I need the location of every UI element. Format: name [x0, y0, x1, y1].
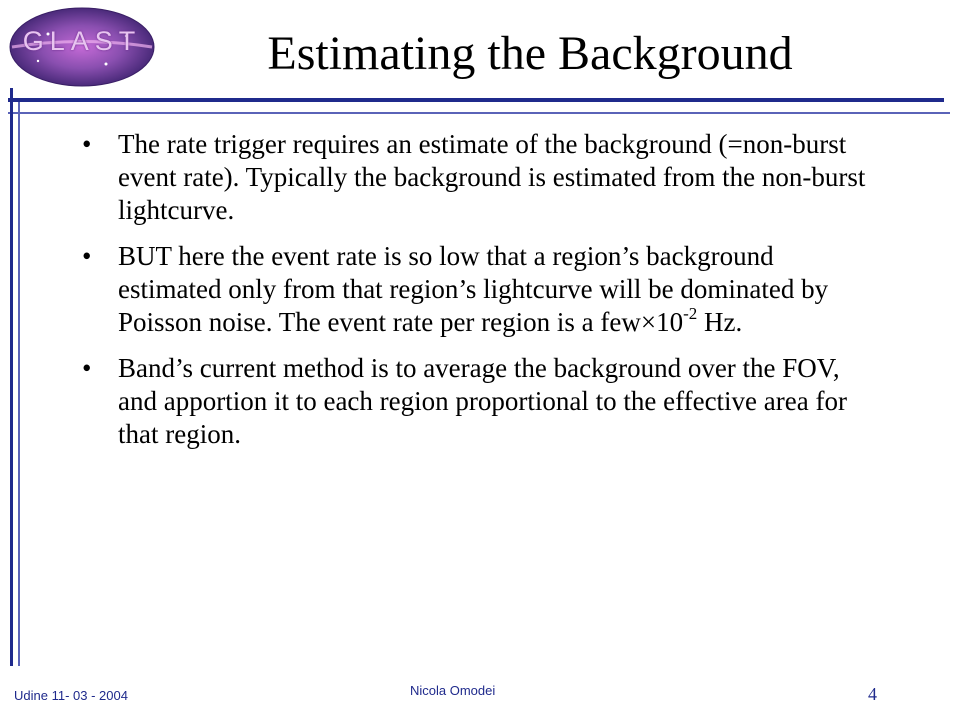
top-rule-secondary: [8, 112, 950, 114]
footer-author: Nicola Omodei: [410, 683, 496, 698]
top-rule: [8, 98, 944, 102]
bullet-item: [78, 128, 868, 227]
bullet-text: The rate trigger requires an estimate of the background (=non-burst event rate). Typically the background is estimated from the non-burst lightcurve.: [118, 129, 866, 225]
left-rule-secondary: [18, 102, 20, 666]
bullet-text-tail: Hz.: [697, 307, 743, 337]
bullet-item: [78, 352, 868, 451]
slide-title: Estimating the Background: [267, 27, 793, 80]
bullet-dot-icon: •: [82, 353, 92, 383]
bullet-list: [78, 128, 868, 464]
bullet-item: [78, 240, 868, 339]
bullet-text: BUT here the event rate is so low that a region’s background estimated only from that region’s lightcurve will be dominated by Poisson noise. The event rate per region is a few×10: [118, 241, 829, 337]
bullet-dot-icon: •: [82, 241, 92, 271]
exponent: -2: [683, 304, 698, 323]
logo-text: GLAST: [22, 26, 142, 56]
glast-logo: [8, 6, 156, 88]
bullet-dot-icon: •: [82, 129, 92, 159]
page-number: 4: [868, 684, 877, 704]
left-rule: [10, 88, 13, 666]
bullet-text: Band’s current method is to average the background over the FOV, and apportion it to each region proportional to the effective area for that region.: [118, 353, 847, 449]
footer-date: Udine 11- 03 - 2004: [14, 688, 128, 703]
